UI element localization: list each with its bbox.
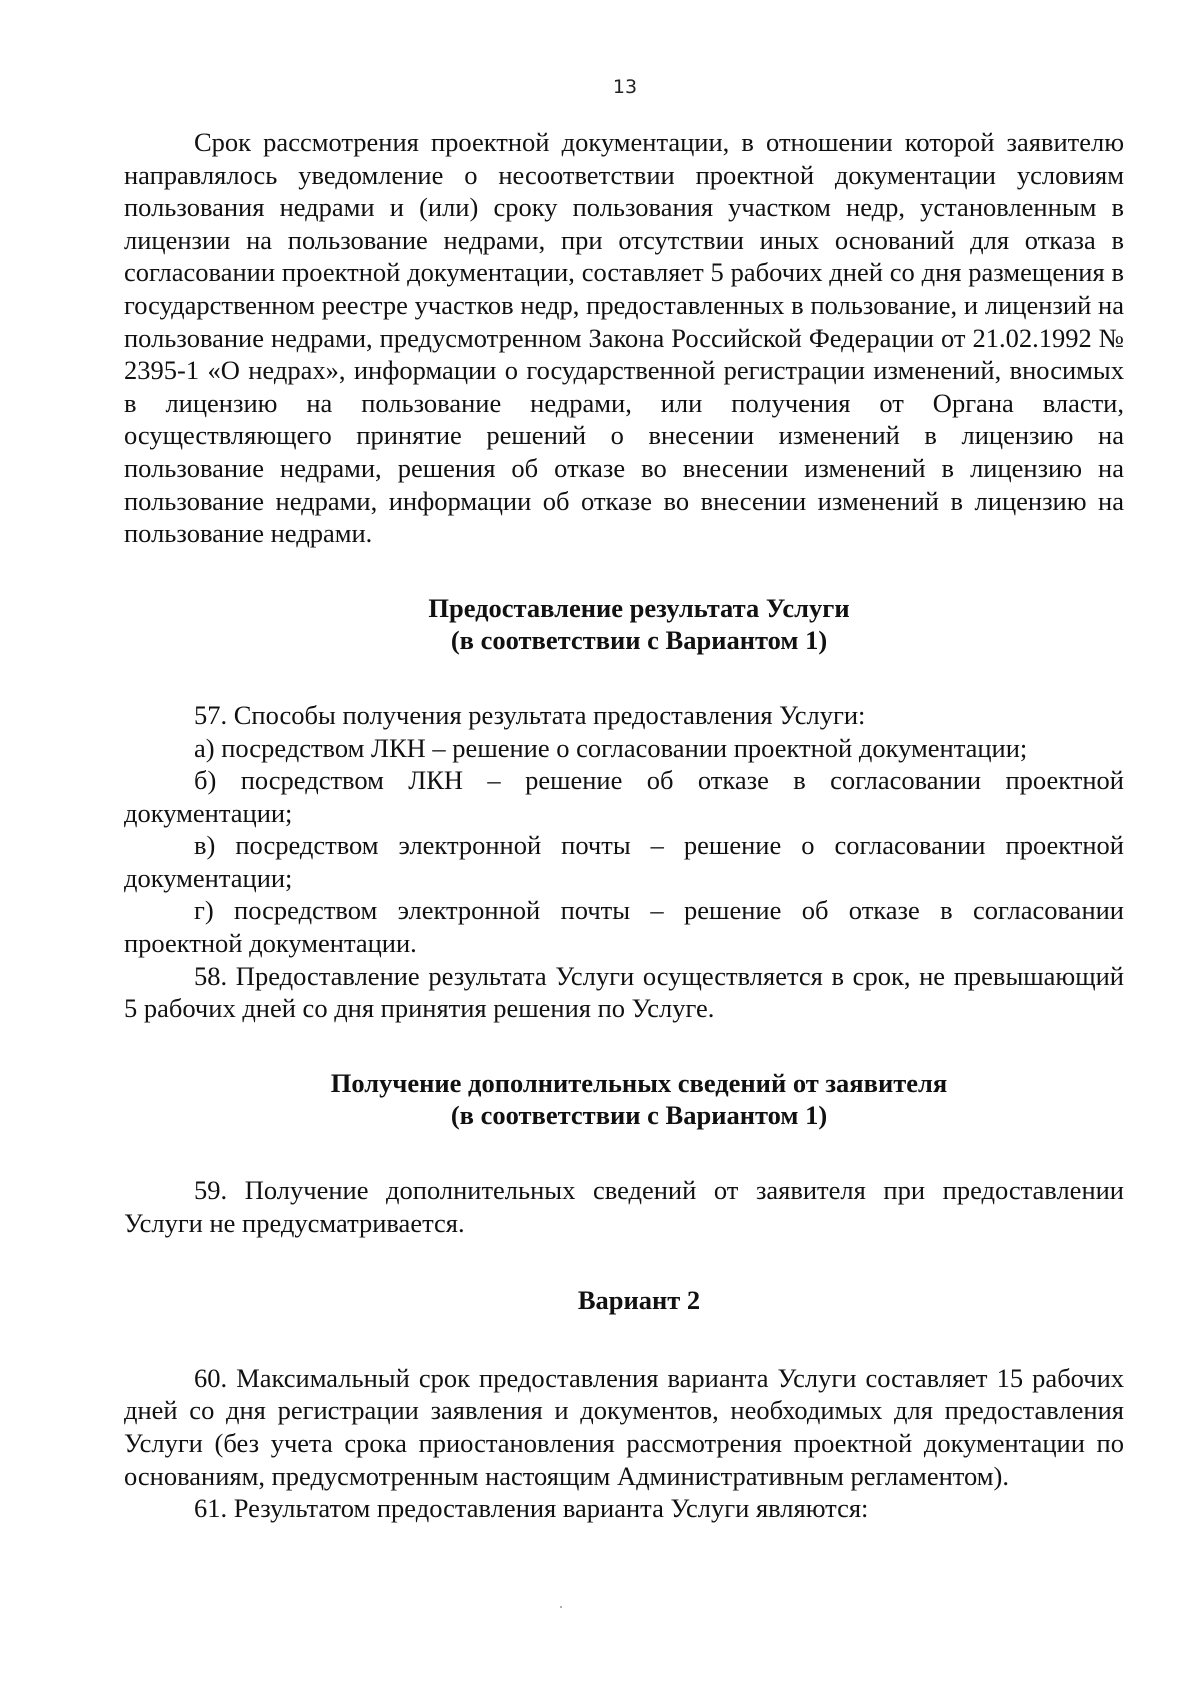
additional-section-heading <box>124 1067 1124 1132</box>
additional-heading-line2: (в соответствии с Вариантом 1) <box>450 1100 828 1131</box>
scan-artifact-dot <box>560 1606 562 1608</box>
item-58: 58. Предоставление результата Услуги осуществляется в срок, не превышающий 5 рабочих дней со дня принятия решения по Услуге. <box>124 960 1124 1024</box>
result-heading-line1: Предоставление результата Услуги <box>428 592 850 623</box>
item-59: 59. Получение дополнительных сведений от заявителя при предоставлении Услуги не предусматривается. <box>124 1175 1124 1238</box>
variant2-section-heading <box>124 1284 1124 1317</box>
item-61: 61. Результатом предоставления варианта Услуги являются: <box>194 1493 869 1524</box>
result-heading-line2: (в соответствии с Вариантом 1) <box>450 625 828 656</box>
additional-heading-line1: Получение дополнительных сведений от заявителя <box>330 1067 948 1098</box>
result-section-heading <box>124 592 1124 657</box>
page-number: 13 <box>612 76 638 98</box>
intro-paragraph: Срок рассмотрения проектной документации, в отношении которой заявителю направлялось уведомление о несоответствии проектной документации условиям пользования недрами и (или) сроку пользования участком недр, установленным в лицензии на пользование недрами, при отсутствии иных оснований для отказа в согласовании проектной документации, составляет 5 рабочих дней со дня размещения в государственном реестре участков недр, предоставленных в пользование, и лицензий на пользование недрами, предусмотренном Закона Российской Федерации от 21.02.1992 № 2395-1 «О недрах», информации о государственной регистрации изменений, вносимых в лицензию на пользование недрами, или получения от Органа власти, осуществляющего принятие решений о внесении изменений в лицензию на пользование недрами, решения об отказе во внесении изменений в лицензию на пользование недрами, информации об отказе во внесении изменений в лицензию на пользование недрами. <box>124 127 1124 549</box>
document-body <box>124 126 1124 1525</box>
item-57-b: б) посредством ЛКН – решение об отказе в согласовании проектной документации; <box>124 765 1124 828</box>
item-57-a: а) посредством ЛКН – решение о согласовании проектной документации; <box>194 732 1028 763</box>
variant2-heading: Вариант 2 <box>577 1285 701 1316</box>
item-57: 57. Способы получения результата предоставления Услуги: <box>194 699 866 730</box>
item-60: 60. Максимальный срок предоставления варианта Услуги составляет 15 рабочих дней со дня регистрации заявления и документов, необходимых для предоставления Услуги (без учета срока приостановления рассмотрения проектной документации по основаниям, предусмотренным настоящим Административным регламентом). <box>124 1362 1124 1491</box>
item-57-v: в) посредством электронной почты – решение о согласовании проектной документации; <box>124 830 1124 893</box>
item-57-g: г) посредством электронной почты – решение об отказе в согласовании проектной документации. <box>124 895 1124 959</box>
